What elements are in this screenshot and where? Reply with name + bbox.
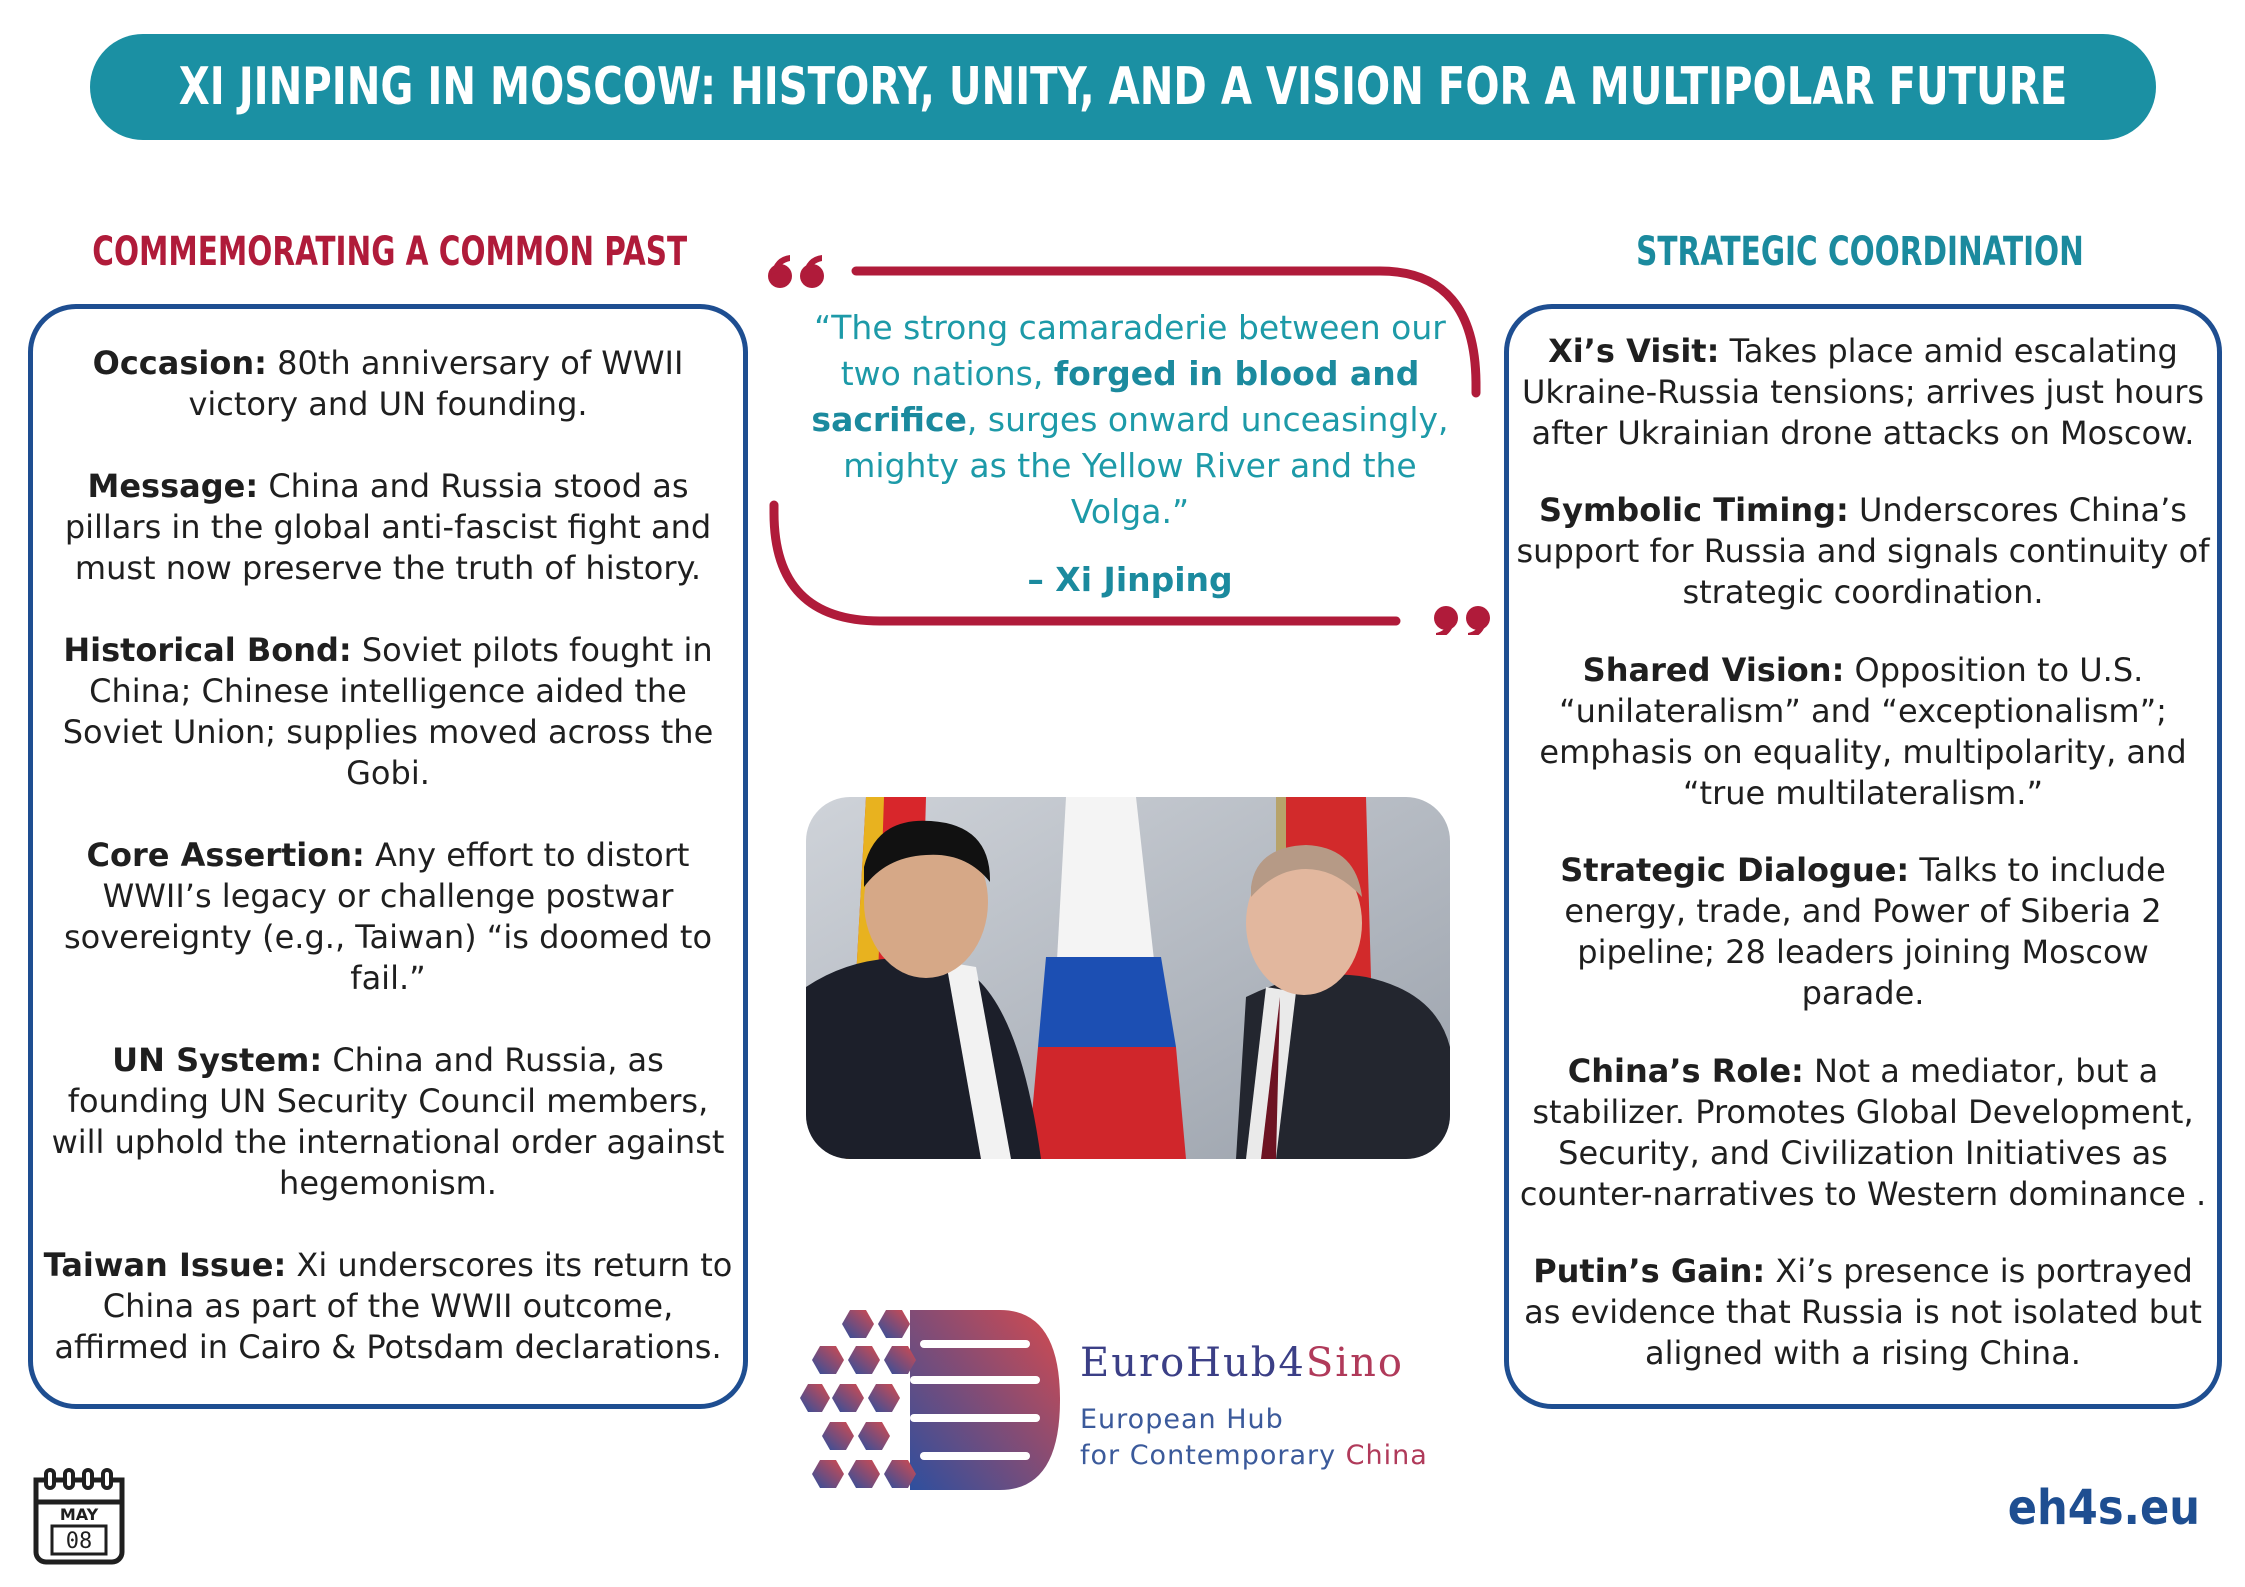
quote-block: [760, 255, 1500, 635]
right-column-heading: STRATEGIC COORDINATION: [1636, 229, 2084, 275]
left-panel: [28, 304, 748, 1409]
calendar-month: MAY: [59, 1505, 99, 1524]
left-entry-message: Message: China and Russia stood as pillars in the global anti-fascist fight and must now preserve the truth of history.: [64, 467, 712, 587]
right-entry-china-role: China’s Role: Not a mediator, but a stabilizer. Promotes Global Development, Security, and Civilization Initiatives as counter-narratives to Western dominance .: [1519, 1051, 2207, 1213]
logo-subtitle-line2: for Contemporary China: [1080, 1440, 1428, 1471]
quote-text: “The strong camaraderie between our two nations, forged in blood and sacrifice, surges onward unceasingly, mighty as the Yellow River and the Volga.”: [811, 308, 1449, 531]
logo-hexagons-icon: [800, 1300, 1070, 1500]
quote-author: – Xi Jinping: [1027, 560, 1233, 599]
right-panel: [1504, 304, 2222, 1409]
eurohub4sino-logo: [800, 1300, 1500, 1500]
right-entry-shared-vision: Shared Vision: Opposition to U.S. “unilateralism” and “exceptionalism”; emphasis on equality, multipolarity, and “true multilateralism.”: [1539, 650, 2187, 812]
page-title: XI JINPING IN MOSCOW: HISTORY, UNITY, AND A VISION FOR A MULTIPOLAR FUTURE: [178, 57, 2068, 117]
right-entry-putin-gain: Putin’s Gain: Xi’s presence is portrayed as evidence that Russia is not isolated but aligned with a rising China.: [1524, 1251, 2202, 1372]
left-entry-historical-bond: Historical Bond: Soviet pilots fought in China; Chinese intelligence aided the Soviet Union; supplies moved across the Gobi.: [62, 631, 714, 792]
left-entry-core-assertion: Core Assertion: Any effort to distort WWII’s legacy or challenge postwar sovereignty (e.g., Taiwan) “is doomed to fail.”: [63, 836, 713, 997]
right-entry-strategic-dialogue: Strategic Dialogue: Talks to include energy, trade, and Power of Siberia 2 pipeline; 28 leaders joining Moscow parade.: [1560, 851, 2166, 1013]
left-column-heading: COMMEMORATING A COMMON PAST: [92, 229, 688, 275]
calendar-icon: [32, 1468, 126, 1566]
open-quote-icon: [768, 255, 824, 288]
right-entry-xi-visit: Xi’s Visit: Takes place amid escalating Ukraine-Russia tensions; arrives just hours after Ukrainian drone attacks on Moscow.: [1521, 332, 2205, 452]
close-quote-icon: [1434, 606, 1490, 635]
title-banner: [90, 34, 2156, 140]
left-entry-taiwan-issue: Taiwan Issue: Xi underscores its return to China as part of the WWII outcome, affirmed in Cairo & Potsdam declarations.: [43, 1246, 733, 1366]
logo-subtitle-line1: European Hub: [1080, 1404, 1284, 1435]
right-entry-symbolic-timing: Symbolic Timing: Underscores China’s support for Russia and signals continuity of strategic coordination.: [1516, 491, 2210, 612]
logo-name: EuroHub4Sino: [1080, 1340, 1404, 1386]
left-entry-un-system: UN System: China and Russia, as founding UN Security Council members, will uphold the international order against hegemonism.: [51, 1041, 725, 1202]
website-link[interactable]: eh4s.eu: [2007, 1480, 2200, 1536]
leaders-handshake-photo: [806, 797, 1450, 1159]
left-entry-occasion: Occasion: 80th anniversary of WWII victory and UN founding.: [92, 344, 684, 423]
calendar-day: 08: [65, 1529, 93, 1554]
